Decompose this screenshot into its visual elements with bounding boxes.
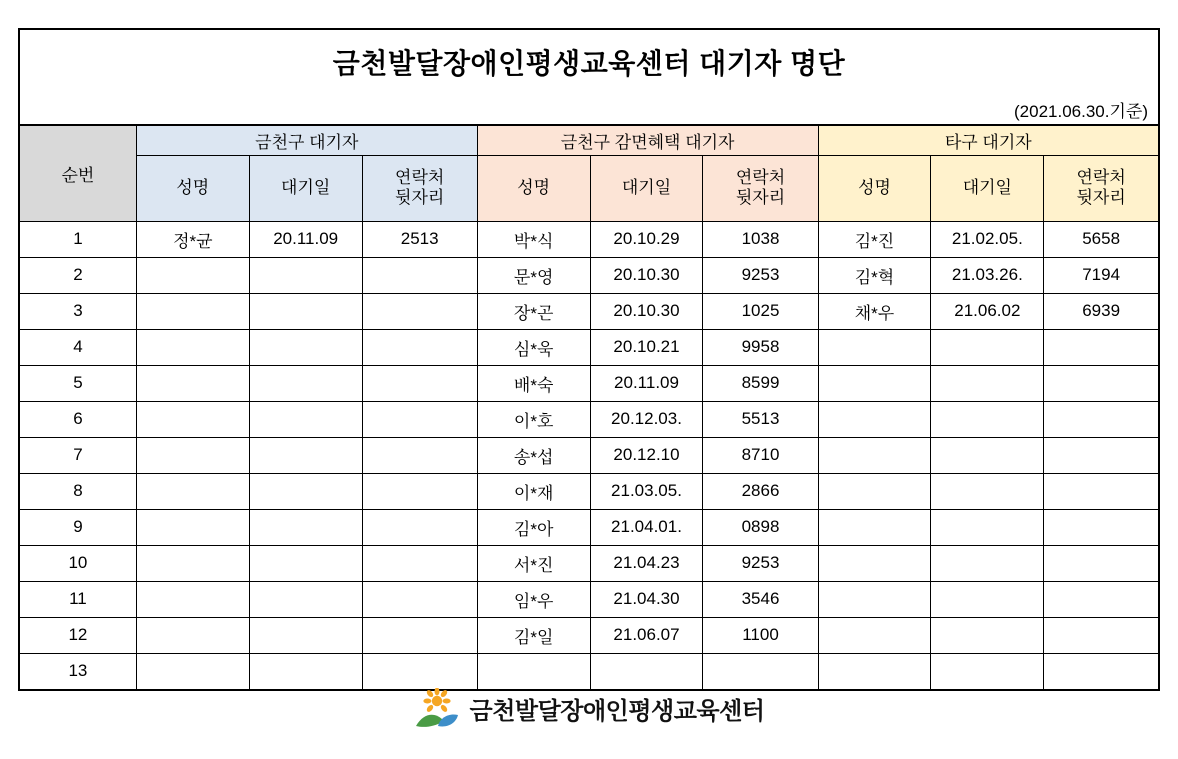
column-header-g3-date: 대기일 [931,155,1044,221]
cell-g2-phone [703,653,818,690]
table-row [19,329,1159,365]
cell-g2-name: 이*호 [477,401,590,437]
cell-g3-phone: 6939 [1044,293,1159,329]
cell-g1-phone [362,509,477,545]
table-row [19,437,1159,473]
cell-g3-date [931,545,1044,581]
cell-g2-date [590,653,703,690]
cell-g3-name [818,365,931,401]
cell-g1-phone [362,293,477,329]
cell-g2-name: 김*일 [477,617,590,653]
cell-g3-name: 김*혁 [818,257,931,293]
cell-g3-phone [1044,365,1159,401]
cell-g2-phone: 5513 [703,401,818,437]
cell-g1-name [136,257,249,293]
document-title-bar [18,28,1160,94]
column-header-g1-name: 성명 [136,155,249,221]
cell-seq: 5 [19,365,136,401]
cell-g1-date [249,509,362,545]
cell-g2-phone: 1038 [703,221,818,257]
cell-g1-name [136,365,249,401]
cell-g3-name [818,653,931,690]
cell-g2-name: 장*곤 [477,293,590,329]
cell-g2-date: 21.04.01. [590,509,703,545]
cell-g3-phone [1044,509,1159,545]
column-header-g3-phone-line2: 뒷자리 [1076,188,1126,207]
group-header-discount: 금천구 감면혜택 대기자 [477,125,818,155]
column-header-g3-phone [1044,155,1159,221]
column-header-g1-date: 대기일 [249,155,362,221]
table-row [19,257,1159,293]
table-row [19,617,1159,653]
cell-g2-phone: 9253 [703,545,818,581]
cell-g1-date [249,437,362,473]
table-sub-header-row [19,155,1159,221]
cell-g1-name [136,293,249,329]
table-row [19,401,1159,437]
cell-g1-phone [362,365,477,401]
cell-g3-date [931,617,1044,653]
column-header-g2-phone-line2: 뒷자리 [735,188,786,207]
cell-g1-date [249,545,362,581]
column-header-seq: 순번 [19,125,136,221]
cell-g1-date [249,365,362,401]
cell-g2-phone: 2866 [703,473,818,509]
cell-g1-phone: 2513 [362,221,477,257]
cell-g2-name [477,653,590,690]
cell-g3-date [931,329,1044,365]
column-header-g2-name: 성명 [477,155,590,221]
cell-g1-phone [362,329,477,365]
cell-g3-date [931,653,1044,690]
cell-g3-phone [1044,401,1159,437]
cell-seq: 3 [19,293,136,329]
table-row [19,545,1159,581]
cell-g3-name: 채*우 [818,293,931,329]
cell-g3-name [818,329,931,365]
cell-g1-name [136,581,249,617]
table-row [19,509,1159,545]
group-header-geumcheon: 금천구 대기자 [136,125,477,155]
cell-g1-name [136,329,249,365]
cell-g1-phone [362,653,477,690]
column-header-g2-phone [703,155,818,221]
as-of-date: (2021.06.30.기준) [1014,101,1148,121]
cell-g3-phone [1044,653,1159,690]
waitlist-table-body [19,221,1159,690]
cell-g2-phone: 3546 [703,581,818,617]
cell-g3-date [931,437,1044,473]
cell-seq: 10 [19,545,136,581]
cell-g3-date: 21.03.26. [931,257,1044,293]
column-header-g1-phone-line1: 연락처 [395,168,445,188]
column-header-g3-name: 성명 [818,155,931,221]
cell-seq: 9 [19,509,136,545]
table-row [19,473,1159,509]
table-row [19,293,1159,329]
cell-g3-name [818,617,931,653]
cell-g2-date: 20.10.29 [590,221,703,257]
cell-g2-date: 20.10.21 [590,329,703,365]
cell-g1-phone [362,581,477,617]
cell-g3-phone: 7194 [1044,257,1159,293]
cell-g3-date [931,509,1044,545]
footer [0,688,1178,728]
cell-g3-name [818,473,931,509]
cell-g1-date [249,653,362,690]
cell-g2-phone: 9958 [703,329,818,365]
cell-g2-name: 김*아 [477,509,590,545]
cell-seq: 13 [19,653,136,690]
group-header-other-district: 타구 대기자 [818,125,1159,155]
cell-seq: 6 [19,401,136,437]
cell-g1-date: 20.11.09 [249,221,362,257]
cell-g1-phone [362,437,477,473]
waitlist-table [18,124,1160,691]
cell-g1-name [136,401,249,437]
cell-g1-date [249,581,362,617]
cell-g2-name: 박*식 [477,221,590,257]
cell-seq: 2 [19,257,136,293]
cell-g2-phone: 8599 [703,365,818,401]
table-row [19,365,1159,401]
cell-g1-name [136,437,249,473]
cell-g2-name: 서*진 [477,545,590,581]
cell-g1-name: 정*균 [136,221,249,257]
cell-g2-name: 심*욱 [477,329,590,365]
cell-g3-date [931,401,1044,437]
cell-g1-name [136,473,249,509]
cell-seq: 8 [19,473,136,509]
cell-g3-phone [1044,473,1159,509]
cell-g3-name [818,545,931,581]
cell-g2-date: 21.04.30 [590,581,703,617]
cell-seq: 12 [19,617,136,653]
cell-g2-name: 송*섭 [477,437,590,473]
as-of-date-bar [18,94,1160,124]
cell-g2-date: 20.12.10 [590,437,703,473]
cell-g3-phone [1044,329,1159,365]
cell-g3-date: 21.02.05. [931,221,1044,257]
cell-g3-date [931,581,1044,617]
cell-g1-name [136,653,249,690]
cell-g3-name [818,509,931,545]
cell-g3-name: 김*진 [818,221,931,257]
cell-g1-name [136,617,249,653]
cell-g3-phone: 5658 [1044,221,1159,257]
cell-seq: 7 [19,437,136,473]
cell-g3-date: 21.06.02 [931,293,1044,329]
cell-g2-name: 이*재 [477,473,590,509]
cell-g2-phone: 1100 [703,617,818,653]
cell-g2-date: 20.12.03. [590,401,703,437]
cell-g1-date [249,401,362,437]
cell-g2-date: 20.10.30 [590,257,703,293]
cell-g1-date [249,617,362,653]
cell-g1-date [249,257,362,293]
cell-g3-phone [1044,617,1159,653]
cell-g2-date: 20.11.09 [590,365,703,401]
page-title: 금천발달장애인평생교육센터 대기자 명단 [332,48,846,79]
cell-seq: 11 [19,581,136,617]
cell-g2-date: 21.03.05. [590,473,703,509]
cell-g3-name [818,401,931,437]
column-header-g3-phone-line1: 연락처 [1076,168,1126,188]
table-group-header-row [19,125,1159,155]
cell-g1-phone [362,401,477,437]
cell-g2-date: 20.10.30 [590,293,703,329]
cell-g2-date: 21.04.23 [590,545,703,581]
cell-seq: 1 [19,221,136,257]
column-header-g1-phone-line2: 뒷자리 [395,188,445,207]
cell-g1-phone [362,545,477,581]
cell-g3-name [818,437,931,473]
cell-g1-date [249,293,362,329]
table-row [19,221,1159,257]
column-header-g1-phone [362,155,477,221]
cell-g2-phone: 9253 [703,257,818,293]
cell-g2-date: 21.06.07 [590,617,703,653]
cell-g2-name: 임*우 [477,581,590,617]
footer-org-name: 금천발달장애인평생교육센터 [469,697,765,725]
cell-g1-phone [362,257,477,293]
cell-g3-date [931,365,1044,401]
document-sheet [18,28,1160,691]
cell-g1-date [249,473,362,509]
cell-g3-phone [1044,581,1159,617]
cell-g2-phone: 0898 [703,509,818,545]
column-header-g2-phone-line1: 연락처 [735,168,786,188]
cell-g2-name: 문*영 [477,257,590,293]
cell-g2-phone: 1025 [703,293,818,329]
cell-g1-date [249,329,362,365]
cell-seq: 4 [19,329,136,365]
cell-g1-name [136,509,249,545]
cell-g2-phone: 8710 [703,437,818,473]
cell-g1-phone [362,473,477,509]
cell-g3-phone [1044,437,1159,473]
table-row [19,653,1159,690]
table-row [19,581,1159,617]
column-header-g2-date: 대기일 [590,155,703,221]
sunflower-logo-icon [414,688,460,728]
cell-g3-phone [1044,545,1159,581]
cell-g3-date [931,473,1044,509]
cell-g2-name: 배*숙 [477,365,590,401]
cell-g1-name [136,545,249,581]
cell-g3-name [818,581,931,617]
cell-g1-phone [362,617,477,653]
